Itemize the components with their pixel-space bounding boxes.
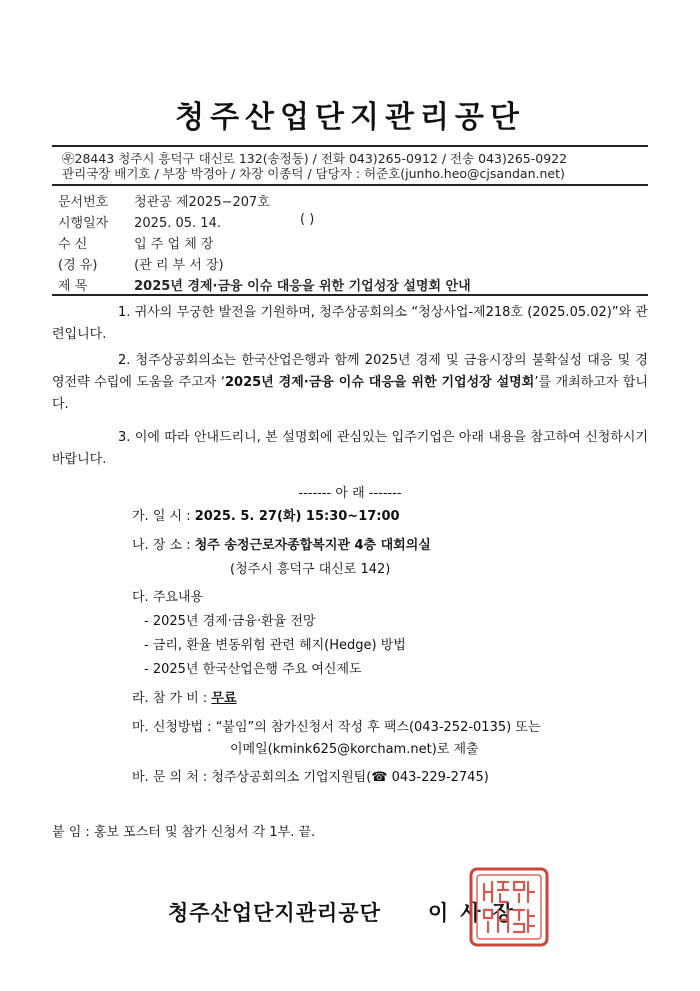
signature-organization: 청주산업단지관리공단 xyxy=(168,901,381,925)
doc-number-row xyxy=(58,191,270,210)
paragraph-2 xyxy=(52,350,648,416)
official-seal-icon xyxy=(468,866,550,948)
paragraph-1-text: 1. 귀사의 무궁한 발전을 기원하며, 청주상공회의소 “청상사업-제218호 (2025.05.02)”와 관련입니다. xyxy=(52,305,648,342)
via: (관 리 부 서 장) xyxy=(134,258,224,273)
detail-contact-label: 바. 문 의 처 : xyxy=(132,770,212,785)
detail-datetime-value: 2025. 5. 27(화) 15:30~17:00 xyxy=(194,509,400,524)
issue-date-label: 시행일자 xyxy=(58,216,109,231)
detail-fee-label: 라. 참 가 비 : xyxy=(132,691,212,706)
address-line: ㉾28443 청주시 흥덕구 대신로 132(송정동) / 전화 043)265-0912 / 전송 043)265-0922 xyxy=(62,151,568,166)
paragraph-1 xyxy=(52,302,648,346)
header-top-rule xyxy=(52,145,648,147)
via-row xyxy=(58,254,224,273)
detail-apply-label: 마. 신청방법 : xyxy=(132,720,216,735)
detail-place xyxy=(132,536,431,556)
issue-date-paren: ( ) xyxy=(300,212,315,227)
detail-contents-label: 다. 주요내용 xyxy=(132,590,204,605)
paragraph-2-event-name: 2025년 경제·금융 이슈 대응을 위한 기업성장 설명회 xyxy=(224,375,535,390)
detail-fee xyxy=(132,689,237,709)
recipient: 입 주 업 체 장 xyxy=(134,237,214,252)
meta-bottom-rule xyxy=(52,294,648,296)
detail-datetime xyxy=(132,507,400,527)
detail-content-item: - 2025년 한국산업은행 주요 여신제도 xyxy=(144,662,362,677)
detail-content-item: - 금리, 환율 변동위험 관련 헤지(Hedge) 방법 xyxy=(144,638,406,653)
detail-place-label: 나. 장 소 : xyxy=(132,538,195,553)
paragraph-3-text: 3. 이에 따라 안내드리니, 본 설명회에 관심있는 입주기업은 아래 내용을 참고하여 신청하시기 바랍니다. xyxy=(52,430,648,467)
paragraph-2-text-a: 2. 청주상공회의소는 한국산업은행과 함께 2025년 경제 및 금융시장의 불확실성 대응 및 경영전략 수립에 도움을 주고자 ‘ xyxy=(52,353,648,390)
recipient-row xyxy=(58,233,213,252)
subject: 2025년 경제·금융 이슈 대응을 위한 기업성장 설명회 안내 xyxy=(134,279,471,294)
doc-number: 청관공 제2025−207호 xyxy=(134,195,270,210)
issue-date: 2025. 05. 14. xyxy=(134,216,221,231)
detail-content-item: - 2025년 경제·금융·환율 전망 xyxy=(144,614,316,629)
detail-contact-value: 청주상공회의소 기업지원팀(☎ 043-229-2745) xyxy=(211,770,489,785)
detail-datetime-label: 가. 일 시 : xyxy=(132,509,195,524)
signature-role: 이사장 xyxy=(428,901,525,925)
detail-fee-value: 무료 xyxy=(211,691,237,706)
recipient-label: 수 신 xyxy=(58,237,88,252)
detail-apply-value: “붙임”의 참가신청서 작성 후 팩스(043-252-0135) 또는 xyxy=(215,720,541,735)
organization-title: 청주산업단지관리공단 xyxy=(175,100,525,135)
detail-apply xyxy=(132,718,540,738)
via-label: (경 유) xyxy=(58,258,98,273)
detail-place-address: (청주시 흥덕구 대신로 142) xyxy=(230,562,391,577)
detail-contact xyxy=(132,768,489,788)
staff-line: 관리국장 배기호 / 부장 박경아 / 차장 이종덕 / 담당자 : 허준호(junho.heo@cjsandan.net) xyxy=(62,166,565,181)
paragraph-3 xyxy=(52,427,648,471)
below-marker: ------- 아 래 ------- xyxy=(298,486,402,501)
doc-number-label: 문서번호 xyxy=(58,195,109,210)
detail-place-value: 청주 송정근로자종합복지관 4층 대회의실 xyxy=(194,538,431,553)
detail-apply-value-2: 이메일(kmink625@korcham.net)로 제출 xyxy=(230,742,479,757)
subject-label: 제 목 xyxy=(58,279,88,294)
header-bottom-rule xyxy=(52,184,648,186)
paragraph-2-text-c: ’를 개최하고자 합니다. xyxy=(52,375,648,412)
issue-date-row xyxy=(58,212,221,231)
subject-row xyxy=(58,275,471,294)
attachment-line: 붙 임 : 홍보 포스터 및 참가 신청서 각 1부. 끝. xyxy=(52,825,316,840)
